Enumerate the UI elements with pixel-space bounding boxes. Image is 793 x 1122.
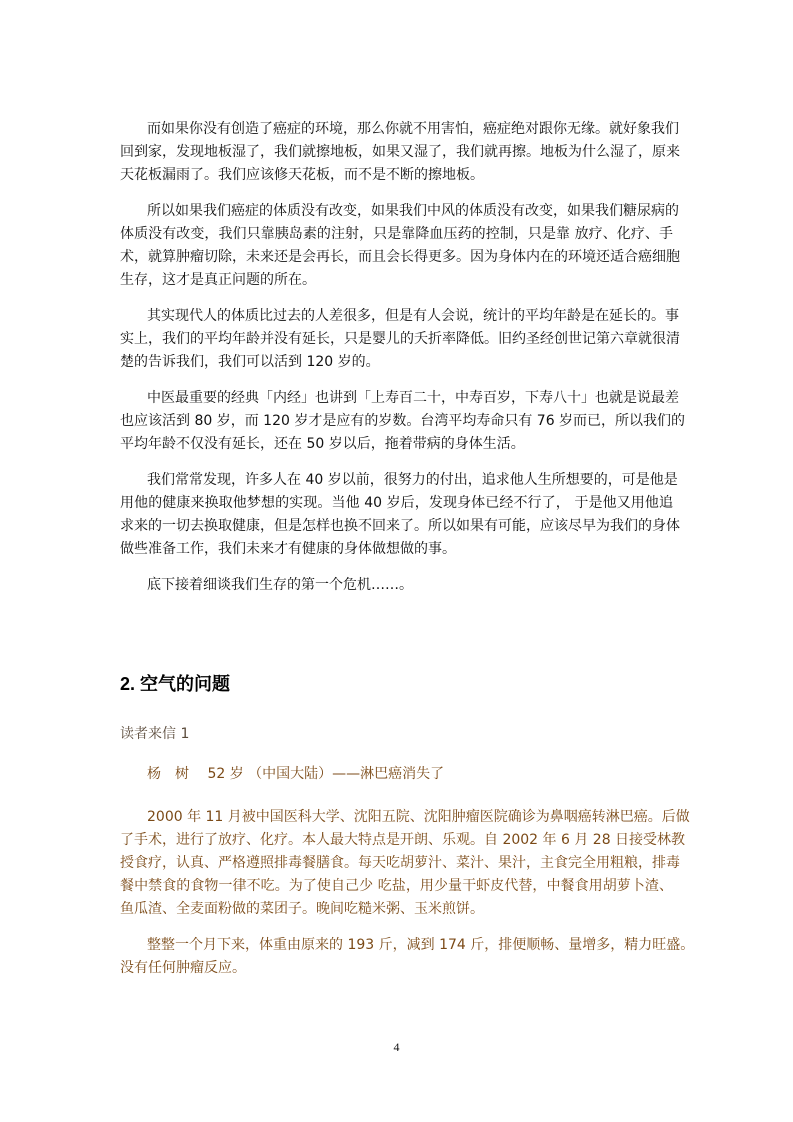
page-content: [120, 118, 695, 993]
text-line: 而如果你没有创造了癌症的环境，那么你就不用害怕，癌症绝对跟你无缘。就好象我们: [147, 121, 679, 137]
text-line: 术，就算肿瘤切除，未来还是会再长，而且会长得更多。因为身体内在的环境还适合癌细胞: [120, 249, 680, 265]
letter-byline: 杨 树 52 岁 （中国大陆）——淋巴癌消失了: [147, 766, 445, 782]
text-line: 做些准备工作，我们未来才有健康的身体做想做的事。: [120, 541, 456, 557]
text-line: 回到家，发现地板湿了，我们就擦地板，如果又湿了，我们就再擦。地板为什么湿了，原来: [120, 144, 680, 160]
text-line: 实上，我们的平均年龄并没有延长，只是婴儿的夭折率降低。旧约圣经创世记第六章就很清: [120, 331, 680, 347]
paragraph: [120, 118, 680, 187]
text-line: 体质没有改变，我们只靠胰岛素的注射，只是靠降血压药的控制，只是靠 放疗、化疗、手: [120, 226, 673, 242]
text-line: 中医最重要的经典「内经」也讲到「上寿百二十，中寿百岁，下寿八十」也就是说最差: [147, 390, 679, 406]
text-line: 其实现代人的体质比过去的人差很多，但是有人会说，统计的平均年龄是在延长的。事: [147, 308, 679, 324]
text-line: 整整一个月下来，体重由原来的 193 斤，减到 174 斤，排便顺畅、量增多，精力旺盛。: [147, 937, 695, 953]
text-line: 平均年龄不仅没有延长，还在 50 岁以后，拖着带病的身体生活。: [120, 436, 525, 452]
text-line: 所以如果我们癌症的体质没有改变，如果我们中风的体质没有改变，如果我们糖尿病的: [147, 203, 679, 219]
paragraph: [120, 387, 686, 456]
paragraph: [120, 934, 695, 980]
paragraph: [120, 469, 680, 561]
text-line: 鱼瓜渣、全麦面粉做的菜团子。晚间吃糙米粥、玉米煎饼。: [120, 901, 484, 917]
page-number: 4: [393, 1040, 400, 1054]
text-line: 没有任何肿瘤反应。: [120, 960, 246, 976]
text-line: 授食疗，认真、严格遵照排毒餐膳食。每天吃胡萝汁、菜汁、果汁，主食完全用粗粮，排毒: [120, 855, 680, 871]
section-heading: 2. 空气的问题: [120, 674, 231, 694]
text-line: 生存，这才是真正问题的所在。: [120, 272, 316, 288]
text-line: 楚的告诉我们，我们可以活到 120 岁的。: [120, 354, 380, 370]
text-line: 了手术，进行了放疗、化疗。本人最大特点是开朗、乐观。自 2002 年 6 月 28 日接受林教: [120, 832, 686, 848]
text-line: 底下接着细谈我们生存的第一个危机……。: [147, 577, 413, 593]
paragraph: [120, 806, 690, 921]
text-line: 天花板漏雨了。我们应该修天花板，而不是不断的擦地板。: [120, 167, 484, 183]
paragraph: [120, 574, 673, 597]
text-line: 2000 年 11 月被中国医科大学、沈阳五院、沈阳肿瘤医院确诊为鼻咽癌转淋巴癌。后做: [147, 809, 690, 825]
text-line: 餐中禁食的食物一律不吃。为了使自己少 吃盐，用少量干虾皮代替，中餐食用胡萝卜渣、: [120, 878, 673, 894]
letter-label: 读者来信 1: [120, 726, 190, 742]
text-line: 也应该活到 80 岁，而 120 岁才是应有的岁数。台湾平均寿命只有 76 岁而已，所以我们的: [120, 413, 686, 429]
paragraph: [120, 200, 680, 292]
paragraph: [120, 305, 680, 374]
text-line: 用他的健康来换取他梦想的实现。当他 40 岁后，发现身体已经不行了， 于是他又用他追: [120, 495, 673, 511]
letter-body: [120, 806, 695, 980]
text-line: 求来的一切去换取健康，但是怎样也换不回来了。所以如果有可能，应该尽早为我们的身体: [120, 518, 680, 534]
text-line: 我们常常发现，许多人在 40 岁以前，很努力的付出，追求他人生所想要的，可是他是: [147, 472, 678, 488]
section-intro: [120, 118, 686, 597]
